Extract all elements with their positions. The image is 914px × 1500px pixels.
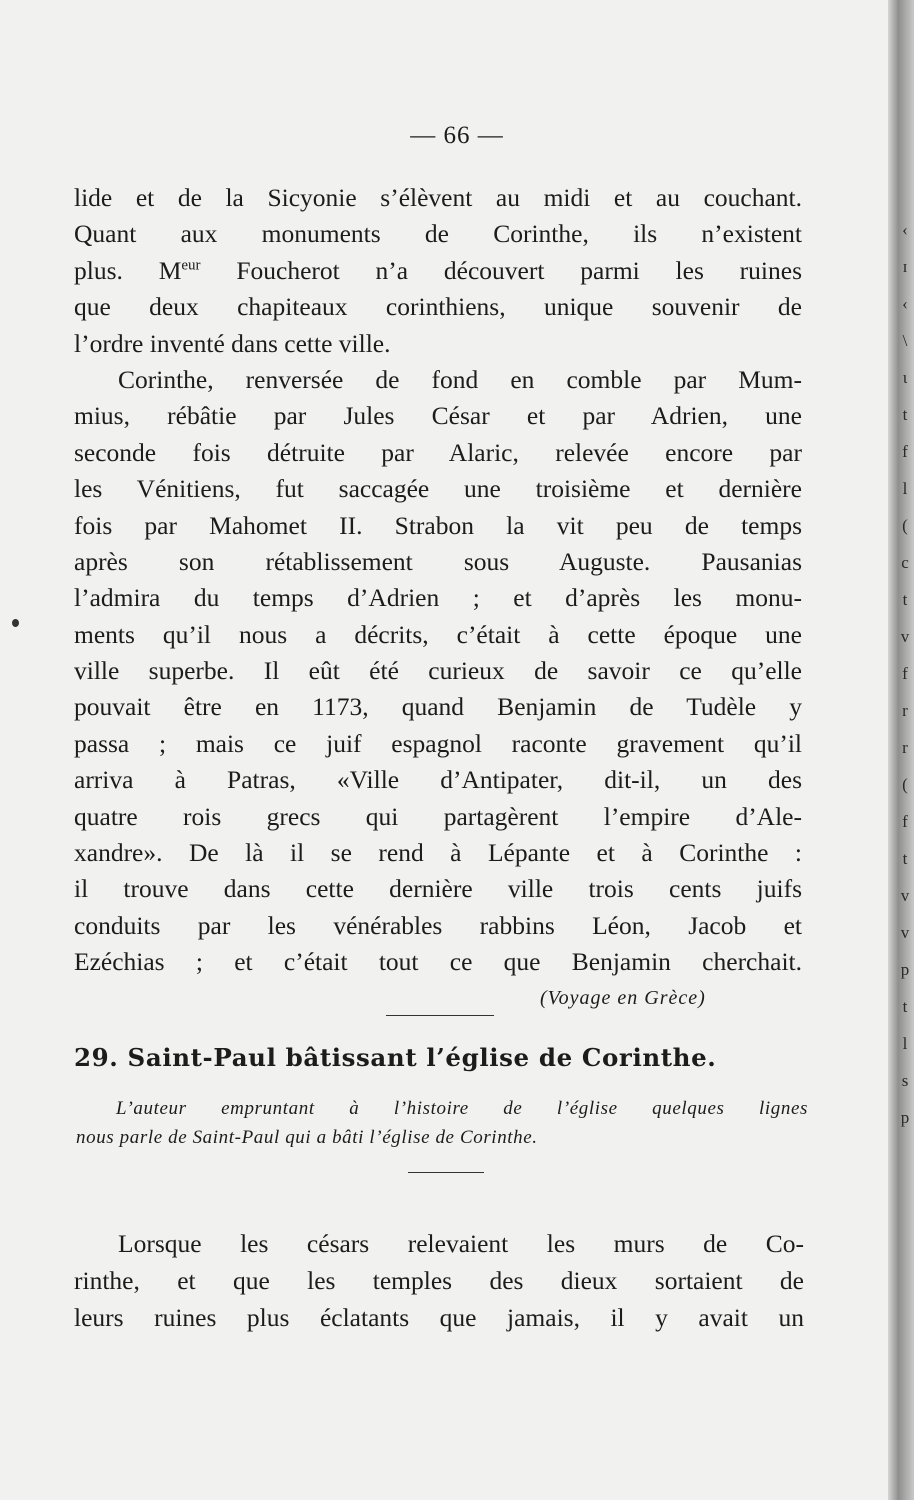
text-line: rinthe, et que les temples des dieux sortaient de bbox=[74, 1266, 804, 1295]
text-line: les Vénitiens, fut saccagée une troisième et dernière bbox=[74, 474, 802, 504]
text-line: pouvait être en 1173, quand Benjamin de Tudèle y bbox=[74, 692, 802, 722]
facing-page-glyph: v bbox=[900, 923, 910, 942]
facing-page-glyph: r bbox=[902, 701, 908, 720]
margin-ink-dot bbox=[12, 619, 19, 627]
text-line: quatre rois grecs qui partagèrent l’empire d’Ale- bbox=[74, 801, 802, 831]
facing-page-glyph: l bbox=[902, 1034, 908, 1053]
facing-page-glyph: ( bbox=[902, 516, 908, 535]
text-line: l’admira du temps d’Adrien ; et d’après les monu- bbox=[74, 583, 802, 613]
text-line: mius, rébâtie par Jules César et par Adrien, une bbox=[74, 401, 802, 431]
text-line: conduits par les vénérables rabbins Léon, Jacob et bbox=[74, 910, 802, 940]
facing-page-glyph: p bbox=[900, 1108, 910, 1127]
facing-page-glyph: f bbox=[902, 812, 908, 831]
facing-page-glyph: t bbox=[902, 849, 908, 868]
text-line: passa ; mais ce juif espagnol raconte gravement qu’il bbox=[74, 728, 802, 758]
facing-page-glyph: \ bbox=[902, 331, 908, 350]
text-line: Ezéchias ; et c’était tout ce que Benjamin cherchait. bbox=[74, 947, 802, 977]
text-line: Corinthe, renversée de fond en comble par Mum- bbox=[118, 364, 802, 394]
facing-page-glyph: f bbox=[902, 664, 908, 683]
facing-page-glyph: c bbox=[901, 553, 909, 572]
facing-page-glyph: t bbox=[902, 405, 908, 424]
facing-page-glyph: p bbox=[900, 960, 910, 979]
text-line: Lorsque les césars relevaient les murs de Co- bbox=[118, 1229, 804, 1258]
text-line: ville superbe. Il eût été curieux de savoir ce qu’elle bbox=[74, 656, 802, 686]
facing-page-glyph: ( bbox=[902, 775, 908, 794]
text-line: arriva à Patras, «Ville d’Antipater, dit-il, un des bbox=[74, 765, 802, 795]
facing-page-glyph: r bbox=[902, 738, 908, 757]
facing-page-glyph: l bbox=[902, 479, 908, 498]
facing-page-glyph: v bbox=[900, 627, 910, 646]
facing-page-glyph: s bbox=[901, 1071, 909, 1090]
facing-page-glyph: v bbox=[900, 886, 910, 905]
passage-second bbox=[74, 1225, 804, 1336]
text-line: l’ordre inventé dans cette ville. bbox=[74, 328, 391, 358]
text-line: seconde fois détruite par Alaric, relevée encore par bbox=[74, 437, 802, 467]
intro-line: L’auteur empruntant à l’histoire de l’église quelques lignes bbox=[116, 1098, 808, 1119]
source-attribution: (Voyage en Grèce) bbox=[540, 987, 706, 1009]
facing-page-glyph: ι bbox=[902, 368, 908, 387]
separator-rule bbox=[386, 1015, 494, 1016]
text-line: xandre». De là il se rend à Lépante et à Corinthe : bbox=[74, 838, 802, 868]
text-line: ments qu’il nous a décrits, c’était à cette époque une bbox=[74, 619, 802, 649]
section-intro bbox=[76, 1094, 808, 1152]
facing-page-glyph: t bbox=[902, 590, 908, 609]
page-number: — 66 — bbox=[410, 122, 504, 149]
superscript: eur bbox=[181, 257, 201, 274]
facing-page-glyph: ‹ bbox=[902, 294, 908, 313]
text-line: plus. $M^{eur}$ Foucherot n’a découvert parmi les ruines bbox=[74, 255, 803, 285]
text-line: après son rétablissement sous Auguste. Pausanias bbox=[74, 546, 802, 576]
text-line: il trouve dans cette dernière ville trois cents juifs bbox=[74, 874, 802, 904]
text-line: Quant aux monuments de Corinthe, ils n’existent bbox=[74, 219, 802, 249]
facing-page-glyph: f bbox=[902, 442, 908, 461]
separator-rule bbox=[408, 1172, 484, 1173]
text-line: lide et de la Sicyonie s’élèvent au midi et au couchant. bbox=[74, 183, 802, 212]
facing-page-glyph: ɪ bbox=[902, 257, 908, 276]
text-line: leurs ruines plus éclatants que jamais, il y avait un bbox=[74, 1303, 804, 1332]
text-line: que deux chapiteaux corinthiens, unique souvenir de bbox=[74, 292, 802, 322]
passage-main bbox=[74, 180, 802, 981]
facing-page-edge bbox=[888, 0, 914, 1500]
facing-page-glyph: t bbox=[902, 997, 908, 1016]
section-heading: 29. Saint-Paul bâtissant l’église de Corinthe. bbox=[74, 1043, 717, 1072]
facing-page-glyph: ‹ bbox=[902, 220, 908, 239]
intro-line: nous parle de Saint-Paul qui a bâti l’église de Corinthe. bbox=[76, 1127, 538, 1148]
text-line: fois par Mahomet II. Strabon la vit peu de temps bbox=[74, 510, 802, 540]
